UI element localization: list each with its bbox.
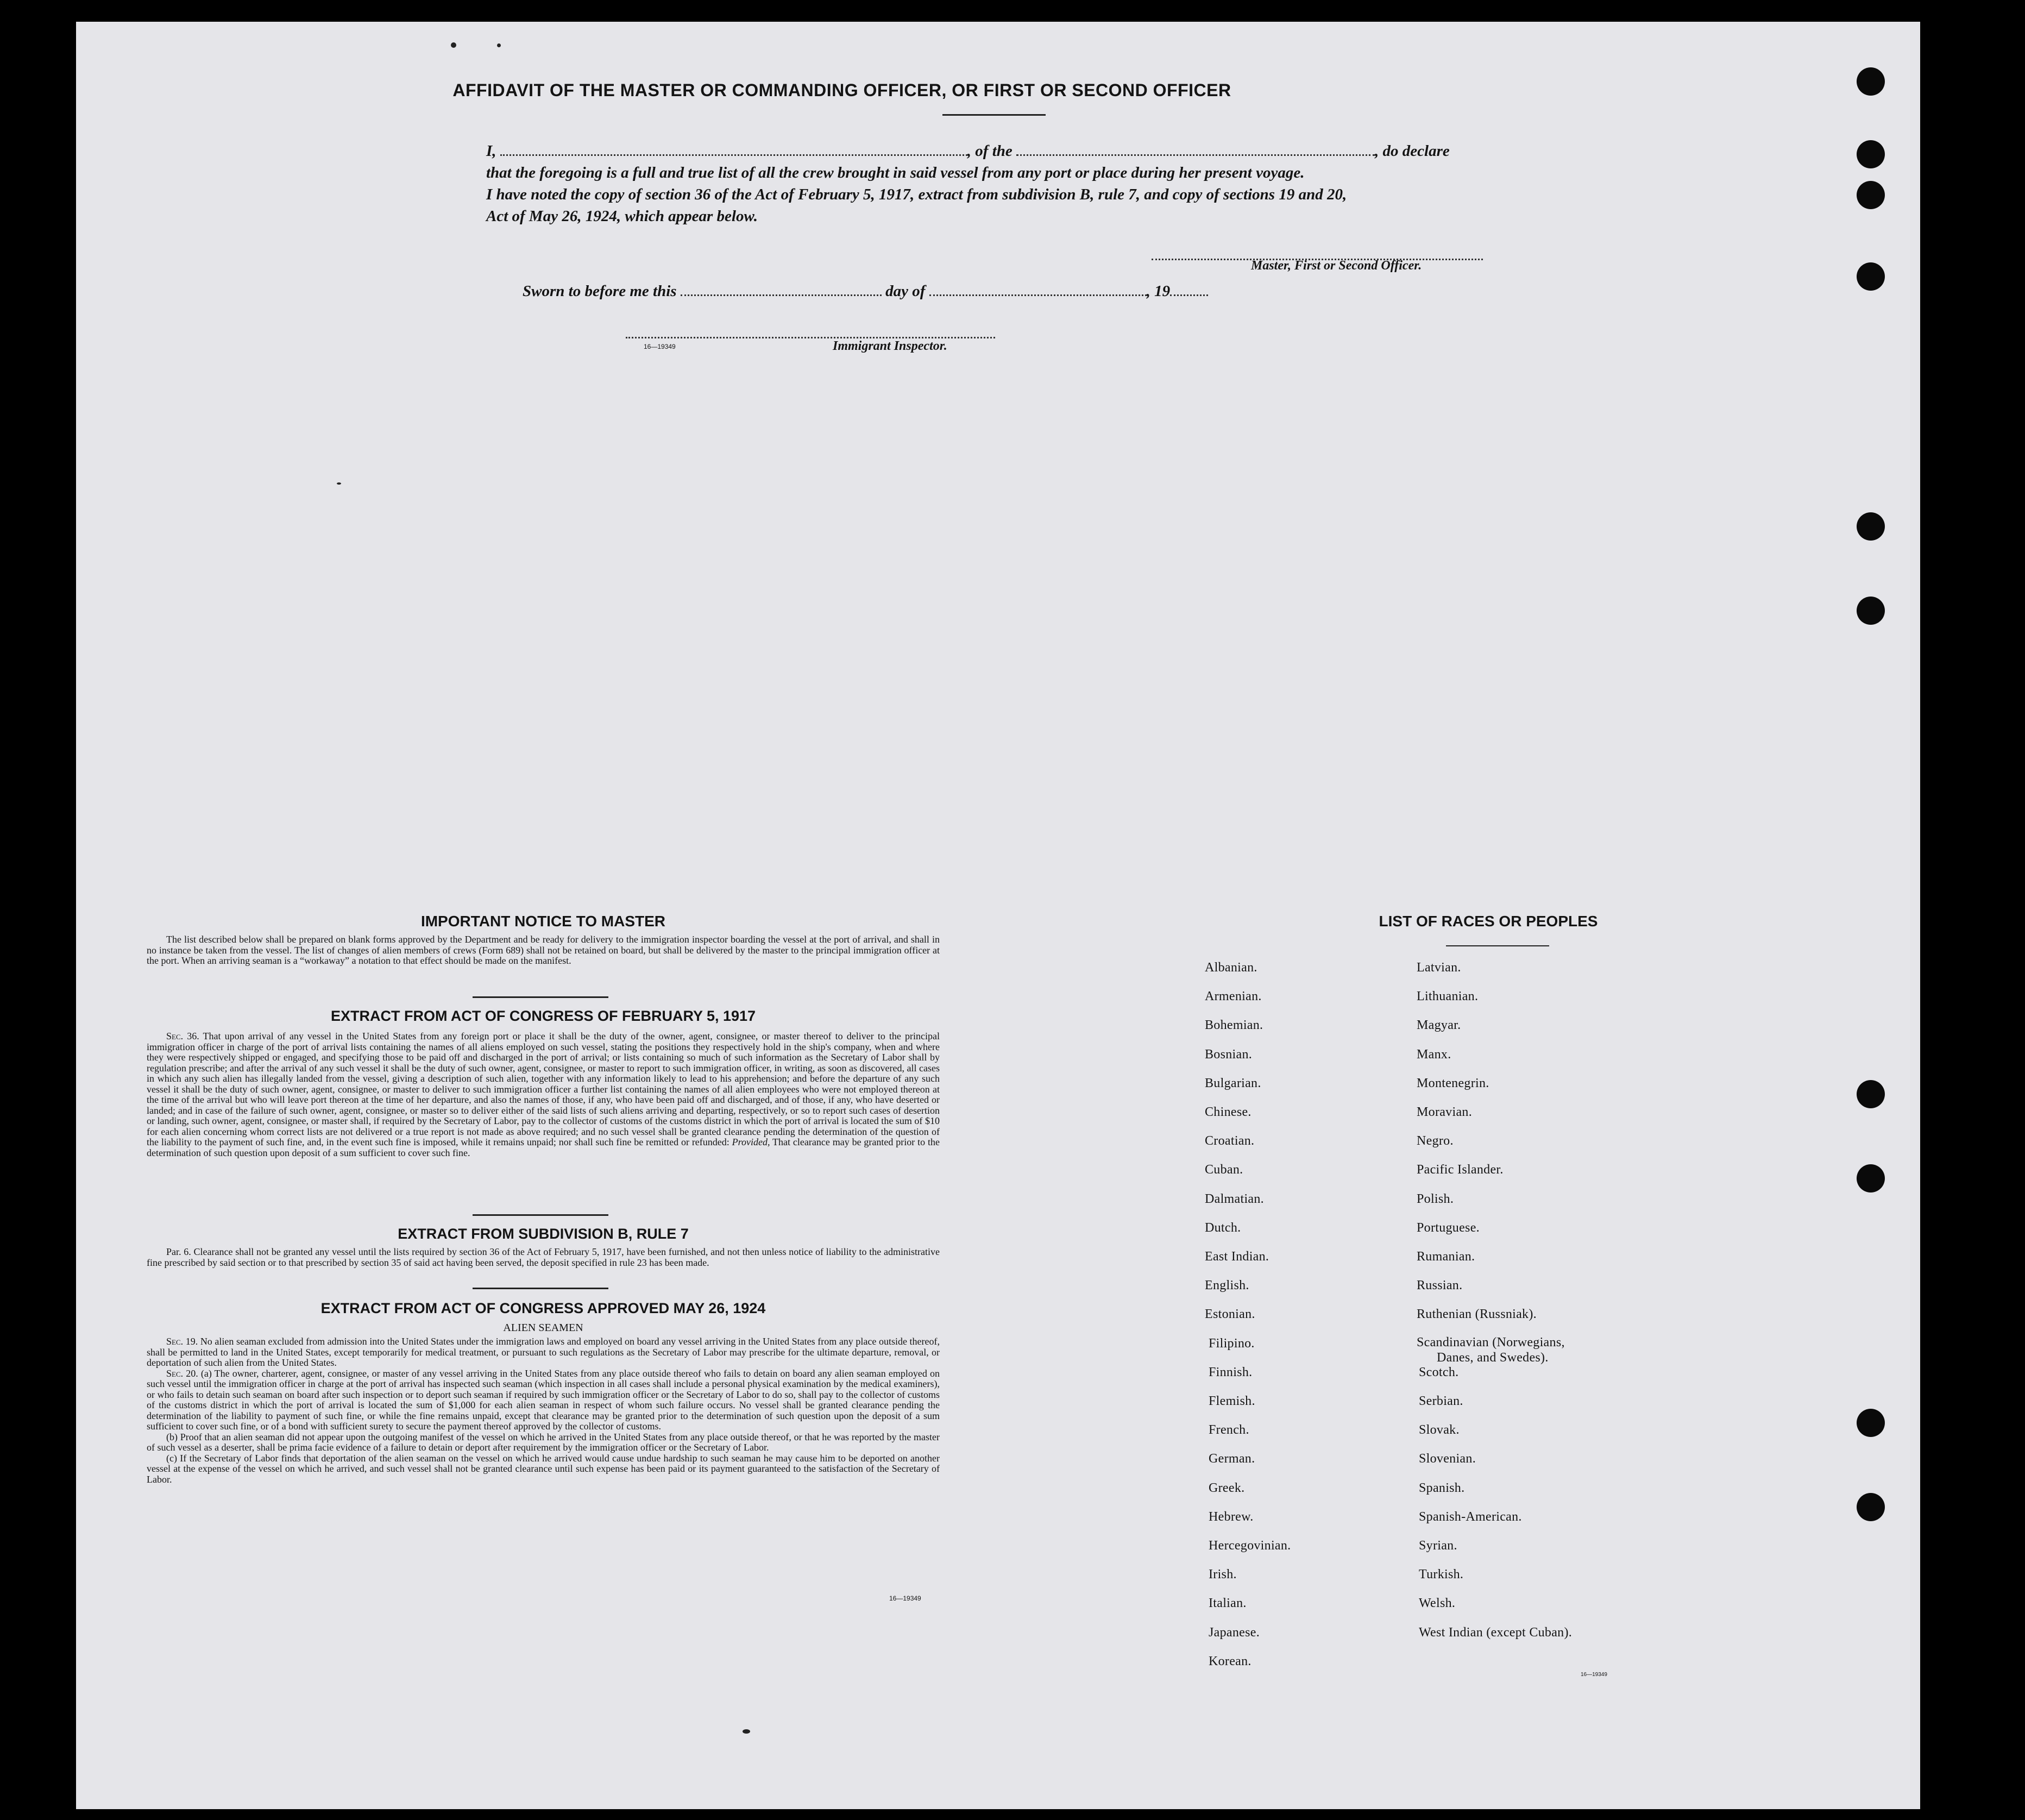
sworn-line — [523, 283, 1208, 300]
race-entry: Chinese. — [1205, 1105, 1252, 1119]
race-entry: Slovenian. — [1419, 1452, 1476, 1466]
race-entry: Japanese. — [1209, 1625, 1260, 1640]
punch-hole — [1857, 262, 1885, 291]
race-entry: Estonian. — [1205, 1307, 1255, 1322]
race-entry: Hercegovinian. — [1209, 1539, 1291, 1553]
race-entry: Albanian. — [1205, 961, 1257, 975]
extract-1924-title: EXTRACT FROM ACT OF CONGRESS APPROVED MAY 26, 1924 — [320, 1300, 766, 1316]
sec-36-label: Sec. 36. — [166, 1031, 199, 1041]
title-divider — [942, 114, 1046, 116]
sec-20b-paragraph: (b) Proof that an alien seaman did not appear upon the outgoing manifest of the vessel on which he arrived in the United States from any place outside thereof, or that he was reported by the master of such vessel as a deserter, shall be prima facie evidence of a failure to detain or deport after requirement by the immigration officer or the Secretary of Labor. — [147, 1431, 940, 1453]
race-entry: Serbian. — [1419, 1394, 1463, 1408]
extract-1917-text — [147, 1031, 940, 1158]
race-entry: Armenian. — [1205, 989, 1262, 1004]
races-form-number: 16—19349 — [1581, 1672, 1607, 1678]
extract-1924-text — [147, 1336, 940, 1485]
race-entry: Flemish. — [1209, 1394, 1255, 1408]
sworn-month-field[interactable] — [929, 294, 1147, 296]
sec-19-body: No alien seaman excluded from admission into the United States under the immigration laws and employed on board any vessel arriving in the United States from any place outside thereof, shall be permitted to land in the United States, except temporarily for medical treatment, or pursuant to such regulations as the Secretary of Labor may prescribe for the ultimate departure, removal, or deportation of such alien from the United States. — [147, 1336, 940, 1368]
race-entry: Bulgarian. — [1205, 1076, 1261, 1090]
sec-20-label: Sec. 20. — [166, 1367, 198, 1379]
ink-speck — [743, 1729, 750, 1734]
race-entry: Scandinavian (Norwegians, — [1417, 1335, 1565, 1350]
day-of-text: day of — [885, 283, 926, 300]
affidavit-line-2: that the foregoing is a full and true list of all the crew brought in said vessel from any port or place during her present voyage. — [486, 164, 1305, 181]
race-entry: Ruthenian (Russniak). — [1417, 1307, 1537, 1322]
affidavit-form-number: 16—19349 — [644, 343, 676, 350]
punch-hole — [1857, 512, 1885, 541]
master-signature-label: Master, First or Second Officer. — [1251, 259, 1422, 273]
ink-speck — [497, 43, 501, 47]
extract-1917-title: EXTRACT FROM ACT OF CONGRESS OF FEBRUARY 5, 1917 — [330, 1008, 756, 1024]
race-entry: Finnish. — [1209, 1365, 1253, 1379]
sec-19-label: Sec. 19. — [166, 1336, 198, 1347]
race-entry: Spanish. — [1419, 1480, 1465, 1495]
punch-hole — [1857, 1409, 1885, 1437]
punch-hole — [1857, 67, 1885, 96]
inspector-label: Immigrant Inspector. — [833, 339, 947, 353]
race-entry: Dalmatian. — [1205, 1191, 1264, 1206]
race-entry: Montenegrin. — [1417, 1076, 1489, 1090]
punch-hole — [1857, 597, 1885, 625]
affidavit-line-1 — [486, 142, 1450, 160]
vessel-name-field[interactable] — [1016, 154, 1375, 156]
rule7-title: EXTRACT FROM SUBDIVISION B, RULE 7 — [398, 1226, 689, 1242]
rule7-divider — [473, 1288, 608, 1289]
race-entry: Greek. — [1209, 1480, 1245, 1495]
rule7-text: Par. 6. Clearance shall not be granted any vessel until the lists required by section 36 of the Act of February 5, 1917, have been furnished, and not then unless notice of liability to the administrative fine prescribed by said section or to that prescribed by section 35 of said act having been served, the deposit specified in rule 23 has been made. — [147, 1246, 940, 1268]
proviso-text: That clearance may be granted prior to the determination of such question upon deposit of a sum sufficient to cover such fine. — [147, 1137, 940, 1158]
punch-hole — [1857, 181, 1885, 209]
race-entry: French. — [1209, 1423, 1249, 1438]
declarant-prefix: I, — [486, 142, 496, 160]
sec-20a-paragraph — [147, 1369, 940, 1432]
sec-36-body: That upon arrival of any vessel in the United States from any foreign port or place it shall be the duty of the owner, agent, consignee, or master thereof to deliver to the principal immigration officer in charge of the port of arrival lists containing the names of all aliens employed on such vessel, stating the positions they respectively hold in the ship's company, when and where they were respectively shipped or engaged, and specifying those to be paid off and discharged in the port of arrival; or lists containing so much of such information as the Secretary of Labor shall by regulation prescribe; and after the arrival of any such vessel it shall be the duty of such owner, agent, consignee, or master to report to such immigration officer, in writing, as soon as discovered, all cases in which any such alien has illegally landed from the vessel, giving a description of such alien, together with any information likely to lead to his apprehension; and before the departure of any such vessel it shall be the duty of such owner, agent, consignee, or master to deliver to such immigration officer a further list containing the names of all alien employees who were not employed thereon at the time of the arrival but who will leave port thereon at the time of her departure, and also the names of those, if any, who have been paid off and discharged, and of those, if any, who have deserted or landed; and in case of the failure of such owner, agent, consignee, or master so to deliver either of the said lists of such aliens arriving and departing, respectively, or so to report such cases of desertion or landing, such owner, agent, consignee, or master shall, if required by the Secretary of Labor, pay to the collector of customs of the customs district in which the port of arrival is located the sum of $10 for each alien concerning whom correct lists are not delivered or a true report is not made as above required; and no such vessel shall be granted clearance pending the determination of the question of the liability to the payment of such fine, and, in the event such fine is imposed, while it remains unpaid; nor shall such fine be remitted or refunded: — [147, 1031, 940, 1147]
race-entry: Croatian. — [1205, 1134, 1255, 1149]
proviso-word: Provided, — [732, 1137, 770, 1147]
ink-speck — [451, 42, 456, 48]
year-text: , 19 — [1146, 283, 1171, 300]
race-entry: Cuban. — [1205, 1163, 1243, 1177]
sworn-year-field[interactable] — [1170, 294, 1208, 296]
race-entry: Latvian. — [1417, 961, 1461, 975]
race-entry: Russian. — [1417, 1278, 1463, 1293]
affidavit-title: AFFIDAVIT OF THE MASTER OR COMMANDING OFFICER, OR FIRST OR SECOND OFFICER — [452, 80, 1231, 100]
alien-seamen-subtitle: ALIEN SEAMEN — [503, 1322, 583, 1334]
notice-title: IMPORTANT NOTICE TO MASTER — [420, 913, 666, 930]
race-entry: Irish. — [1209, 1567, 1237, 1582]
race-entry: Dutch. — [1205, 1220, 1241, 1235]
race-entry: Moravian. — [1417, 1105, 1473, 1119]
race-entry: Magyar. — [1417, 1018, 1461, 1033]
punch-hole — [1857, 1493, 1885, 1521]
ink-speck — [337, 482, 341, 485]
race-entry: Polish. — [1417, 1191, 1454, 1206]
race-entry: Slovak. — [1419, 1423, 1460, 1438]
race-entry: Rumanian. — [1417, 1250, 1475, 1264]
race-entry: Italian. — [1209, 1596, 1247, 1611]
race-entry: Turkish. — [1419, 1567, 1464, 1582]
sec-20a-body: (a) The owner, charterer, agent, consignee, or master of any vessel arriving in the United States from any place outside thereof who fails to detain on board any alien seaman employed on such vessel until the immigration officer in charge at the port of arrival has inspected such seaman (which inspection in all cases shall include a personal physical examination by the medical examiners), or who fails to detain such seaman on board after such inspection or to deport such seaman if required by such immigration officer or the Secretary of Labor to do so, shall pay to the collector of customs of the customs district in which the port of arrival is located the sum of $1,000 for each alien seaman in respect of whom such failure occurs. No vessel shall be granted clearance pending the determination of the liability to payment of such fine, or while the fine remains unpaid, except that clearance may be granted prior to the determination of such question upon the deposit of a sum sufficient to cover such fine, or of a bond with sufficient surety to secure the payment thereof approved by the collector of customs. — [147, 1367, 940, 1432]
sworn-day-field[interactable] — [681, 294, 882, 296]
races-divider — [1446, 945, 1549, 946]
race-entry: West Indian (except Cuban). — [1419, 1625, 1573, 1640]
race-entry: Scotch. — [1419, 1365, 1459, 1379]
vessel-prefix: , of the — [967, 142, 1013, 160]
race-entry: Syrian. — [1419, 1539, 1457, 1553]
race-entry: Danes, and Swedes). — [1437, 1350, 1549, 1365]
declarant-name-field[interactable] — [500, 154, 967, 156]
race-entry: Korean. — [1209, 1654, 1252, 1668]
punch-hole — [1857, 1164, 1885, 1193]
document-page — [76, 22, 1920, 1809]
races-title: LIST OF RACES OR PEOPLES — [1379, 913, 1598, 930]
race-entry: East Indian. — [1205, 1250, 1269, 1264]
extract-form-number: 16—19349 — [889, 1595, 921, 1602]
race-entry: Bosnian. — [1205, 1047, 1253, 1062]
punch-hole — [1857, 1080, 1885, 1108]
inspector-signature-line[interactable] — [626, 337, 995, 338]
sec-19-paragraph — [147, 1336, 940, 1369]
race-entry: Bohemian. — [1205, 1018, 1263, 1033]
notice-text: The list described below shall be prepared on blank forms approved by the Department and be ready for delivery to the immigration inspector boarding the vessel at the port of arrival, and shall in no instance be taken from the vessel. The list of changes of alien members of crews (Form 689) shall not be retained on board, but shall be delivered by the master to the principal immigration officer at the port. When an arriving seaman is a “workaway” a notation to that effect should be made on the manifest. — [147, 934, 940, 966]
race-entry: Hebrew. — [1209, 1509, 1254, 1524]
race-entry: English. — [1205, 1278, 1249, 1293]
race-entry: Filipino. — [1209, 1336, 1255, 1351]
race-entry: Portuguese. — [1417, 1220, 1480, 1235]
race-entry: German. — [1209, 1452, 1255, 1466]
race-entry: Lithuanian. — [1417, 989, 1479, 1004]
punch-hole — [1857, 140, 1885, 168]
sec-20c-paragraph: (c) If the Secretary of Labor finds that deportation of the alien seaman on the vessel on which he arrived would cause undue hardship to such seaman he may cause him to be deported on another vessel at the expense of the vessel on which he arrived, and such vessel shall not be granted clearance until such expense has been paid or its payment guaranteed to the satisfaction of the Secretary of Labor. — [147, 1452, 940, 1485]
race-entry: Manx. — [1417, 1047, 1451, 1062]
sworn-text: Sworn to before me this — [523, 283, 677, 300]
affidavit-line-4: Act of May 26, 1924, which appear below. — [486, 208, 758, 225]
race-entry: Pacific Islander. — [1417, 1163, 1504, 1177]
race-entry: Spanish-American. — [1419, 1509, 1522, 1524]
affidavit-line-3: I have noted the copy of section 36 of the Act of February 5, 1917, extract from subdivision B, rule 7, and copy of sections 19 and 20, — [486, 186, 1347, 203]
declare-text: , do declare — [1375, 142, 1450, 160]
notice-divider — [473, 996, 608, 998]
extract-1917-divider — [473, 1214, 608, 1216]
race-entry: Welsh. — [1419, 1596, 1456, 1611]
race-entry: Negro. — [1417, 1134, 1454, 1149]
